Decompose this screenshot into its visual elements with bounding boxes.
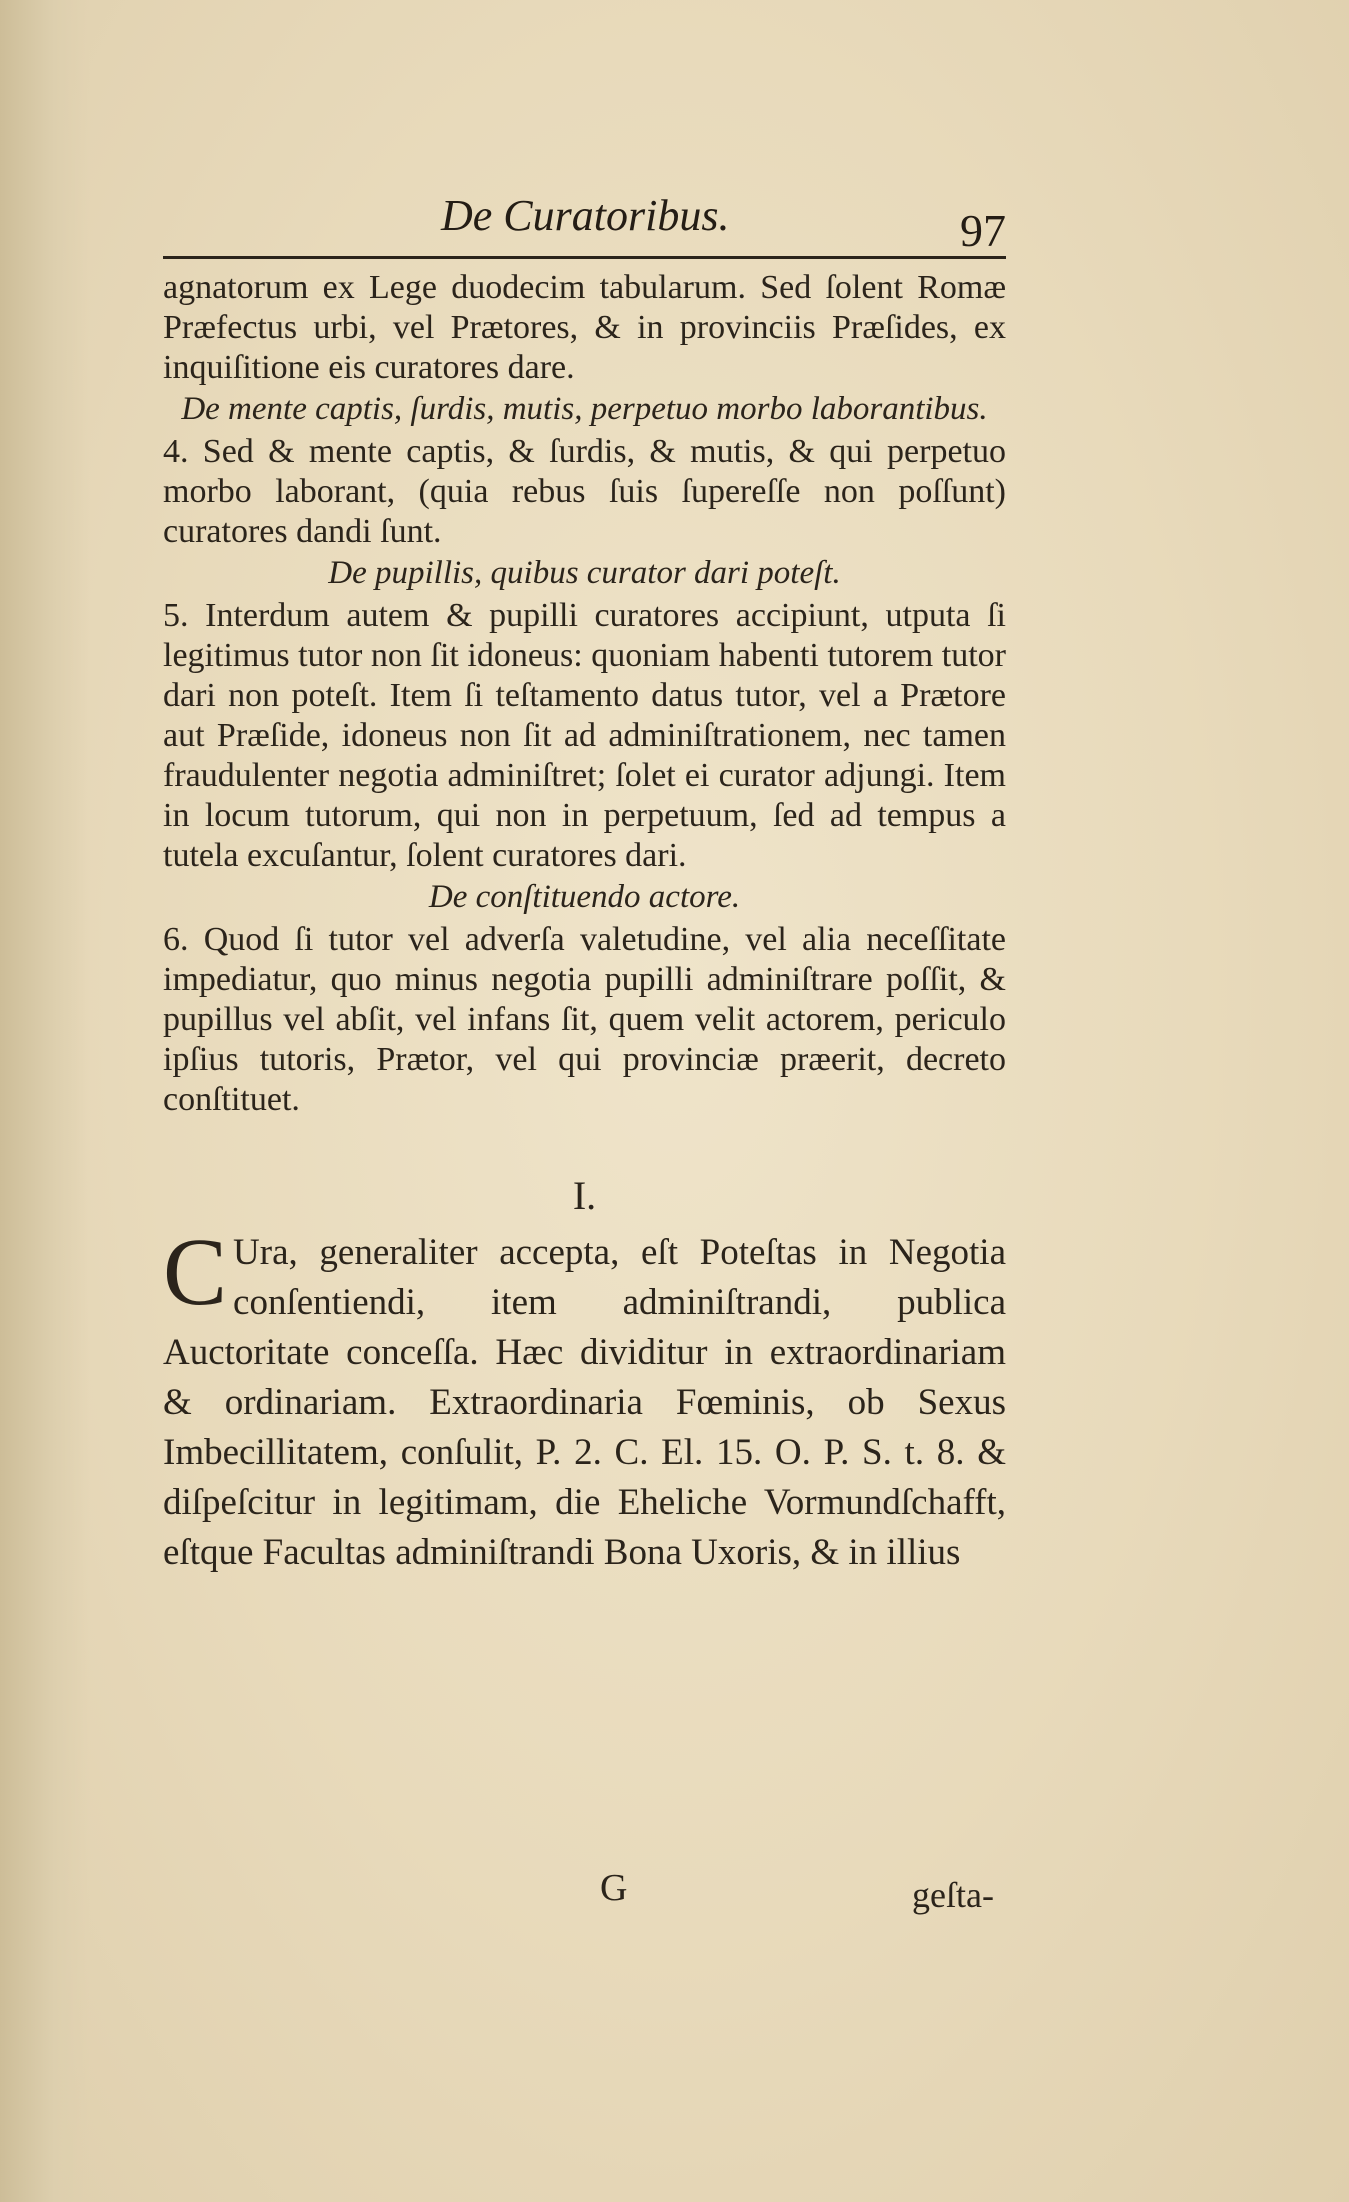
section-number: I. [572, 1173, 597, 1218]
page-gutter-shadow [0, 0, 90, 2202]
signature-mark: G [600, 1867, 628, 1909]
paragraph-cura [163, 1218, 1006, 1578]
running-title: De Curatoribus. [441, 191, 730, 240]
header-rule [163, 256, 1006, 259]
page-number: 97 [960, 205, 1006, 256]
paragraph-cura-text: Ura, generaliter accepta, eſt Poteſtas in Negotia conſentiendi, item adminiſtrandi, publica Auctoritate conceſſa. Hæc dividitur in extraordinariam & ordinariam. Extraordinaria Fœminis, ob Sexus Imbecillitatem, conſulit, P. 2. C. El. 15. O. P. S. t. 8. & diſpeſcitur in legitimam, die Eheliche Vormundſchafft, eſtque Facultas adminiſtrandi Bona Uxoris, & in illius [163, 1232, 1006, 1573]
drop-cap: C [163, 1218, 228, 1325]
paragraph-5: 5. Interdum autem & pupilli curatores accipiunt, utputa ſi legitimus tutor non ſit idoneus: quoniam habenti tutorem tutor dari non poteſt. Item ſi teſtamento datus tutor, vel a Prætore aut Præſide, idoneus non ſit ad adminiſtrationem, nec tamen fraudulenter negotia adminiſtret; ſolet ei curator adjungi. Item in locum tutorum, qui non in perpetuum, ſed ad tempus a tutela excuſantur, ſolent curatores dari. [163, 597, 1006, 874]
subheading-mente-captis: De mente captis, ſurdis, mutis, perpetuo morbo laborantibus. [181, 391, 988, 427]
paragraph-6: 6. Quod ſi tutor vel adverſa valetudine, vel alia neceſſitate impediatur, quo minus negotia pupilli adminiſtrare poſſit, & pupillus vel abſit, vel infans ſit, quem velit actorem, periculo ipſius tutoris, Prætor, vel qui provinciæ præerit, decreto conſtituet. [163, 921, 1006, 1118]
page-header [163, 182, 1006, 262]
subheading-actore: De conſtituendo actore. [428, 879, 741, 915]
catchword: geſta- [912, 1875, 994, 1915]
paragraph-agnatorum: agnatorum ex Lege duodecim tabularum. Sed ſolent Romæ Præfectus urbi, vel Prætores, & in provinciis Præſides, ex inquiſitione eis curatores dare. [163, 269, 1006, 386]
page-body [163, 268, 1006, 1578]
paragraph-4: 4. Sed & mente captis, & ſurdis, & mutis, & qui perpetuo morbo laborant, (quia rebus ſuis ſupereſſe non poſſunt) curatores dandi ſunt. [163, 433, 1006, 550]
subheading-pupillis: De pupillis, quibus curator dari poteſt. [328, 555, 841, 591]
